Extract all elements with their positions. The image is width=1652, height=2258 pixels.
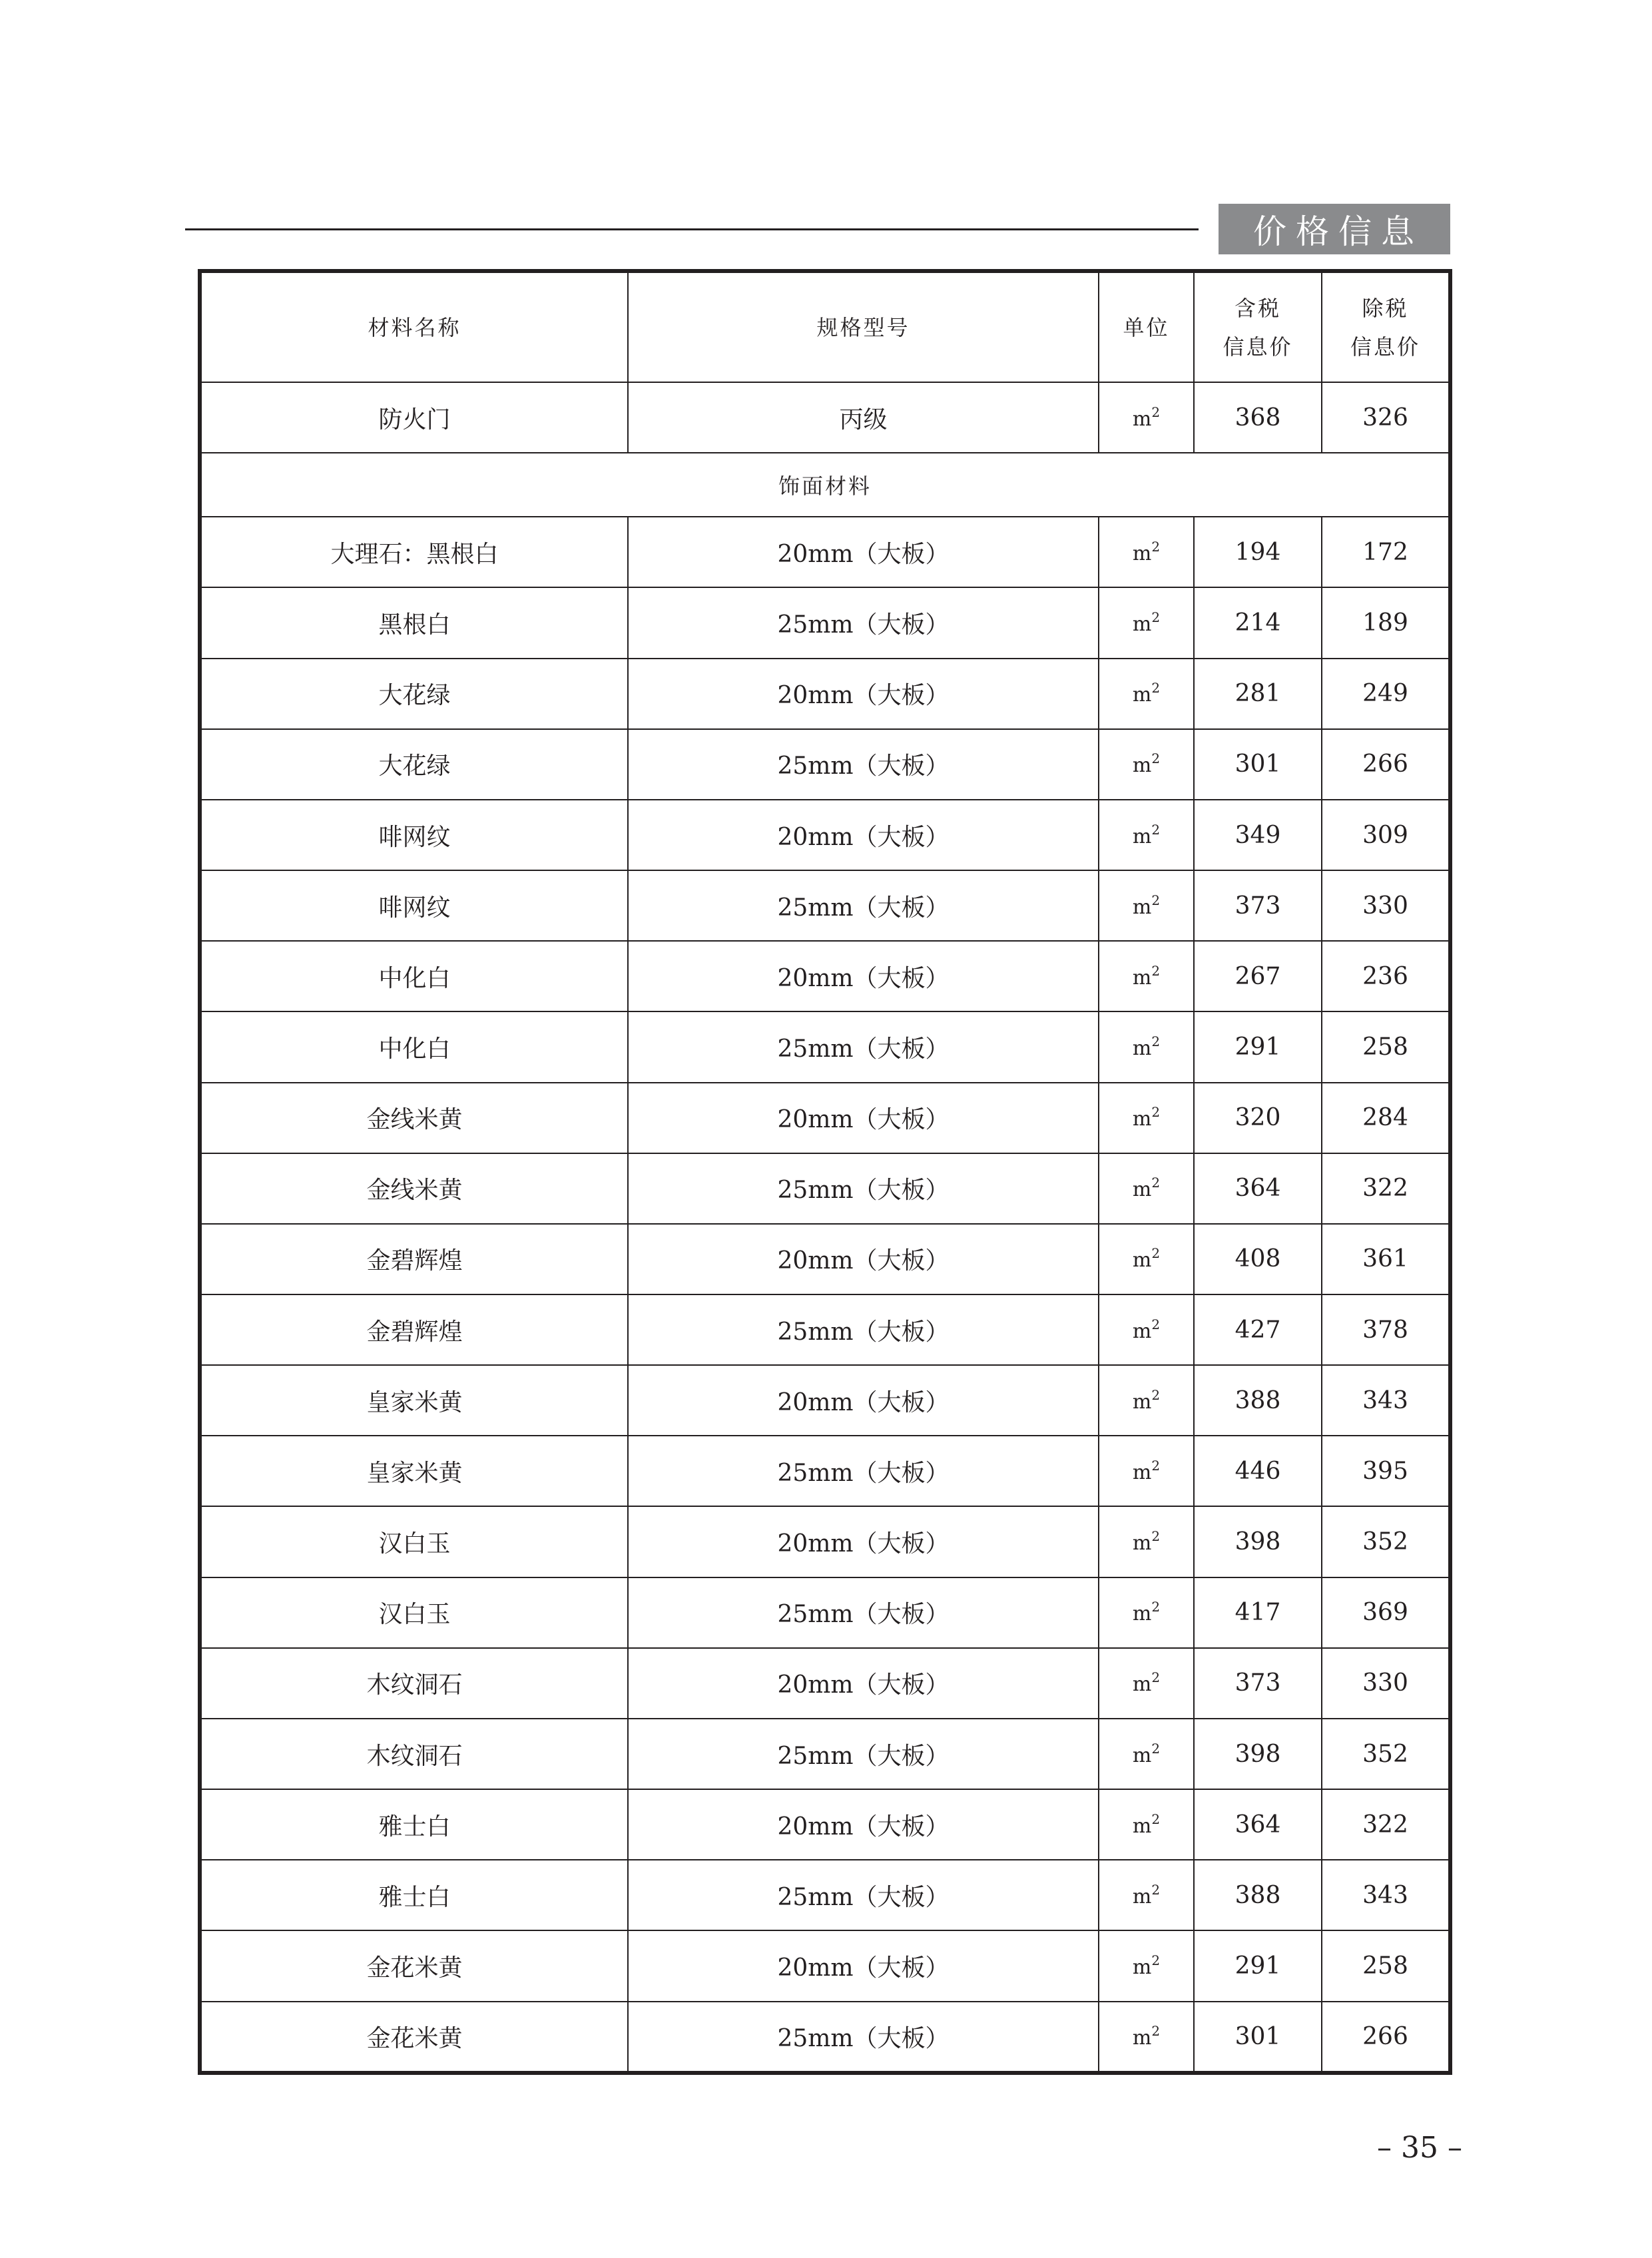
unit-base: m	[1132, 1602, 1152, 1626]
cell-unit	[1099, 1436, 1194, 1506]
table-row	[202, 1860, 1448, 1930]
cell-spec: 20mm（大板）	[628, 1506, 1099, 1577]
cell-tax-excl: 378	[1322, 1294, 1448, 1365]
cell-spec: 20mm（大板）	[628, 659, 1099, 729]
cell-name: 皇家米黄	[202, 1436, 628, 1506]
cell-spec: 20mm（大板）	[628, 1789, 1099, 1860]
cell-unit	[1099, 1789, 1194, 1860]
table-row	[202, 729, 1448, 800]
unit-superscript: 2	[1151, 962, 1161, 979]
unit-base: m	[1132, 1460, 1152, 1484]
section-label: 价格信息	[1219, 204, 1450, 254]
table-row	[202, 870, 1448, 941]
table-row	[202, 1436, 1448, 1506]
unit-superscript: 2	[1151, 1457, 1161, 1474]
category-row	[202, 453, 1448, 517]
cell-spec: 25mm（大板）	[628, 1011, 1099, 1082]
unit-base: m	[1132, 1178, 1152, 1202]
cell-tax-incl: 364	[1194, 1153, 1322, 1224]
cell-unit	[1099, 1365, 1194, 1436]
cell-spec: 25mm（大板）	[628, 1153, 1099, 1224]
unit-base: m	[1132, 1956, 1152, 1979]
cell-tax-incl: 301	[1194, 2002, 1322, 2071]
unit-base: m	[1132, 966, 1152, 989]
cell-tax-excl: 361	[1322, 1224, 1448, 1294]
page-number: – 35 –	[1377, 2131, 1462, 2165]
price-table	[202, 273, 1448, 2071]
unit-superscript: 2	[1151, 1245, 1161, 1262]
cell-tax-incl: 373	[1194, 870, 1322, 941]
cell-name: 皇家米黄	[202, 1365, 628, 1436]
cell-name: 中化白	[202, 1011, 628, 1082]
cell-spec: 25mm（大板）	[628, 729, 1099, 800]
cell-tax-incl: 349	[1194, 800, 1322, 870]
unit-base: m	[1132, 1532, 1152, 1555]
cell-tax-incl: 267	[1194, 941, 1322, 1011]
unit-superscript: 2	[1151, 1104, 1161, 1121]
table-row	[202, 800, 1448, 870]
cell-spec: 25mm（大板）	[628, 1436, 1099, 1506]
unit-base: m	[1132, 824, 1152, 848]
cell-unit	[1099, 382, 1194, 453]
cell-spec: 20mm（大板）	[628, 1224, 1099, 1294]
cell-name: 大花绿	[202, 729, 628, 800]
unit-superscript: 2	[1151, 1528, 1161, 1545]
cell-name: 雅士白	[202, 1860, 628, 1930]
cell-tax-excl: 326	[1322, 382, 1448, 453]
cell-unit	[1099, 1506, 1194, 1577]
unit-base: m	[1132, 683, 1152, 707]
cell-spec: 丙级	[628, 382, 1099, 453]
table-row	[202, 2002, 1448, 2071]
unit-superscript: 2	[1151, 1033, 1161, 1049]
cell-unit	[1099, 1930, 1194, 2001]
cell-name: 啡网纹	[202, 800, 628, 870]
unit-base: m	[1132, 1814, 1152, 1838]
category-label: 饰面材料	[202, 453, 1448, 517]
unit-superscript: 2	[1151, 1599, 1161, 1615]
cell-spec: 20mm（大板）	[628, 800, 1099, 870]
cell-tax-excl: 258	[1322, 1011, 1448, 1082]
unit-superscript: 2	[1151, 680, 1161, 697]
cell-tax-incl: 364	[1194, 1789, 1322, 1860]
table-row	[202, 382, 1448, 453]
table-row	[202, 1648, 1448, 1719]
table-row	[202, 1930, 1448, 2001]
table-row	[202, 659, 1448, 729]
unit-base: m	[1132, 895, 1152, 919]
cell-tax-excl: 236	[1322, 941, 1448, 1011]
cell-tax-excl: 249	[1322, 659, 1448, 729]
table-row	[202, 1153, 1448, 1224]
unit-superscript: 2	[1151, 609, 1161, 626]
cell-spec: 25mm（大板）	[628, 2002, 1099, 2071]
unit-base: m	[1132, 1249, 1152, 1272]
table-row	[202, 1224, 1448, 1294]
column-header-name: 材料名称	[202, 273, 628, 382]
unit-superscript: 2	[1151, 538, 1161, 555]
cell-unit	[1099, 1860, 1194, 1930]
cell-unit	[1099, 941, 1194, 1011]
cell-name: 中化白	[202, 941, 628, 1011]
cell-tax-excl: 352	[1322, 1506, 1448, 1577]
cell-spec: 25mm（大板）	[628, 587, 1099, 658]
cell-tax-incl: 388	[1194, 1365, 1322, 1436]
cell-tax-excl: 369	[1322, 1577, 1448, 1648]
cell-tax-incl: 281	[1194, 659, 1322, 729]
table-row	[202, 1294, 1448, 1365]
unit-superscript: 2	[1151, 1175, 1161, 1191]
table-row	[202, 1789, 1448, 1860]
unit-base: m	[1132, 1319, 1152, 1343]
cell-name: 金碧辉煌	[202, 1294, 628, 1365]
cell-spec: 20mm（大板）	[628, 517, 1099, 587]
unit-base: m	[1132, 407, 1152, 431]
cell-unit	[1099, 729, 1194, 800]
table-header-row	[202, 273, 1448, 382]
cell-tax-incl: 398	[1194, 1506, 1322, 1577]
cell-tax-incl: 214	[1194, 587, 1322, 658]
cell-name: 金花米黄	[202, 1930, 628, 2001]
column-header-spec: 规格型号	[628, 273, 1099, 382]
cell-tax-excl: 343	[1322, 1860, 1448, 1930]
cell-tax-excl: 395	[1322, 1436, 1448, 1506]
unit-base: m	[1132, 1673, 1152, 1697]
cell-tax-incl: 368	[1194, 382, 1322, 453]
price-table-frame	[198, 269, 1452, 2075]
cell-tax-incl: 446	[1194, 1436, 1322, 1506]
cell-unit	[1099, 1719, 1194, 1789]
cell-tax-incl: 291	[1194, 1011, 1322, 1082]
cell-tax-incl: 388	[1194, 1860, 1322, 1930]
cell-unit	[1099, 1153, 1194, 1224]
cell-tax-incl: 417	[1194, 1577, 1322, 1648]
table-row	[202, 587, 1448, 658]
cell-unit	[1099, 587, 1194, 658]
cell-unit	[1099, 1083, 1194, 1153]
cell-name: 木纹洞石	[202, 1719, 628, 1789]
cell-tax-incl: 291	[1194, 1930, 1322, 2001]
cell-spec: 25mm（大板）	[628, 870, 1099, 941]
cell-name: 木纹洞石	[202, 1648, 628, 1719]
cell-name: 大花绿	[202, 659, 628, 729]
cell-unit	[1099, 517, 1194, 587]
column-header-unit: 单位	[1099, 273, 1194, 382]
unit-base: m	[1132, 754, 1152, 778]
cell-name: 金线米黄	[202, 1083, 628, 1153]
table-row	[202, 1719, 1448, 1789]
cell-tax-excl: 330	[1322, 1648, 1448, 1719]
unit-base: m	[1132, 2026, 1152, 2050]
cell-tax-incl: 194	[1194, 517, 1322, 587]
cell-tax-excl: 266	[1322, 729, 1448, 800]
cell-tax-incl: 427	[1194, 1294, 1322, 1365]
cell-spec: 20mm（大板）	[628, 941, 1099, 1011]
unit-base: m	[1132, 1390, 1152, 1414]
table-row	[202, 941, 1448, 1011]
cell-unit	[1099, 870, 1194, 941]
cell-name: 防火门	[202, 382, 628, 453]
cell-name: 汉白玉	[202, 1506, 628, 1577]
cell-tax-excl: 322	[1322, 1789, 1448, 1860]
table-row	[202, 1083, 1448, 1153]
cell-spec: 20mm（大板）	[628, 1083, 1099, 1153]
cell-unit	[1099, 1577, 1194, 1648]
cell-tax-incl: 301	[1194, 729, 1322, 800]
column-header-tax-excl	[1322, 273, 1448, 382]
cell-tax-incl: 408	[1194, 1224, 1322, 1294]
cell-spec: 20mm（大板）	[628, 1648, 1099, 1719]
unit-superscript: 2	[1151, 1811, 1161, 1827]
unit-superscript: 2	[1151, 1669, 1161, 1686]
column-header-tax-incl-line2: 信息价	[1223, 334, 1293, 360]
unit-superscript: 2	[1151, 1740, 1161, 1757]
unit-superscript: 2	[1151, 1881, 1161, 1898]
column-header-tax-incl	[1194, 273, 1322, 382]
cell-tax-excl: 322	[1322, 1153, 1448, 1224]
cell-name: 金碧辉煌	[202, 1224, 628, 1294]
cell-tax-excl: 352	[1322, 1719, 1448, 1789]
cell-tax-incl: 320	[1194, 1083, 1322, 1153]
cell-spec: 25mm（大板）	[628, 1860, 1099, 1930]
unit-base: m	[1132, 1743, 1152, 1767]
cell-name: 雅士白	[202, 1789, 628, 1860]
unit-base: m	[1132, 1884, 1152, 1908]
cell-name: 黑根白	[202, 587, 628, 658]
cell-spec: 25mm（大板）	[628, 1577, 1099, 1648]
cell-name: 啡网纹	[202, 870, 628, 941]
unit-base: m	[1132, 541, 1152, 565]
unit-superscript: 2	[1151, 1316, 1161, 1332]
cell-spec: 25mm（大板）	[628, 1294, 1099, 1365]
cell-tax-incl: 373	[1194, 1648, 1322, 1719]
column-header-tax-excl-line1: 除税	[1362, 295, 1409, 321]
unit-base: m	[1132, 1107, 1152, 1131]
unit-base: m	[1132, 613, 1152, 637]
table-row	[202, 517, 1448, 587]
cell-tax-excl: 343	[1322, 1365, 1448, 1436]
cell-unit	[1099, 1294, 1194, 1365]
unit-base: m	[1132, 1036, 1152, 1060]
cell-unit	[1099, 1648, 1194, 1719]
table-row	[202, 1011, 1448, 1082]
cell-unit	[1099, 659, 1194, 729]
cell-tax-excl: 309	[1322, 800, 1448, 870]
unit-superscript: 2	[1151, 1952, 1161, 1968]
header-rule	[185, 228, 1199, 230]
column-header-tax-excl-line2: 信息价	[1350, 334, 1420, 360]
table-row	[202, 1577, 1448, 1648]
cell-unit	[1099, 1011, 1194, 1082]
cell-tax-excl: 330	[1322, 870, 1448, 941]
unit-superscript: 2	[1151, 2022, 1161, 2039]
cell-tax-excl: 172	[1322, 517, 1448, 587]
cell-name: 金花米黄	[202, 2002, 628, 2071]
cell-tax-excl: 189	[1322, 587, 1448, 658]
cell-unit	[1099, 2002, 1194, 2071]
cell-name: 大理石：黑根白	[202, 517, 628, 587]
table-row	[202, 1506, 1448, 1577]
cell-spec: 20mm（大板）	[628, 1365, 1099, 1436]
table-row	[202, 1365, 1448, 1436]
unit-superscript: 2	[1151, 750, 1161, 767]
cell-spec: 25mm（大板）	[628, 1719, 1099, 1789]
unit-superscript: 2	[1151, 821, 1161, 838]
cell-spec: 20mm（大板）	[628, 1930, 1099, 2001]
cell-unit	[1099, 800, 1194, 870]
unit-superscript: 2	[1151, 1386, 1161, 1403]
cell-tax-excl: 266	[1322, 2002, 1448, 2071]
unit-superscript: 2	[1151, 404, 1161, 420]
cell-tax-incl: 398	[1194, 1719, 1322, 1789]
column-header-tax-incl-line1: 含税	[1234, 295, 1281, 321]
cell-tax-excl: 284	[1322, 1083, 1448, 1153]
cell-tax-excl: 258	[1322, 1930, 1448, 2001]
cell-unit	[1099, 1224, 1194, 1294]
cell-name: 汉白玉	[202, 1577, 628, 1648]
unit-superscript: 2	[1151, 892, 1161, 908]
cell-name: 金线米黄	[202, 1153, 628, 1224]
